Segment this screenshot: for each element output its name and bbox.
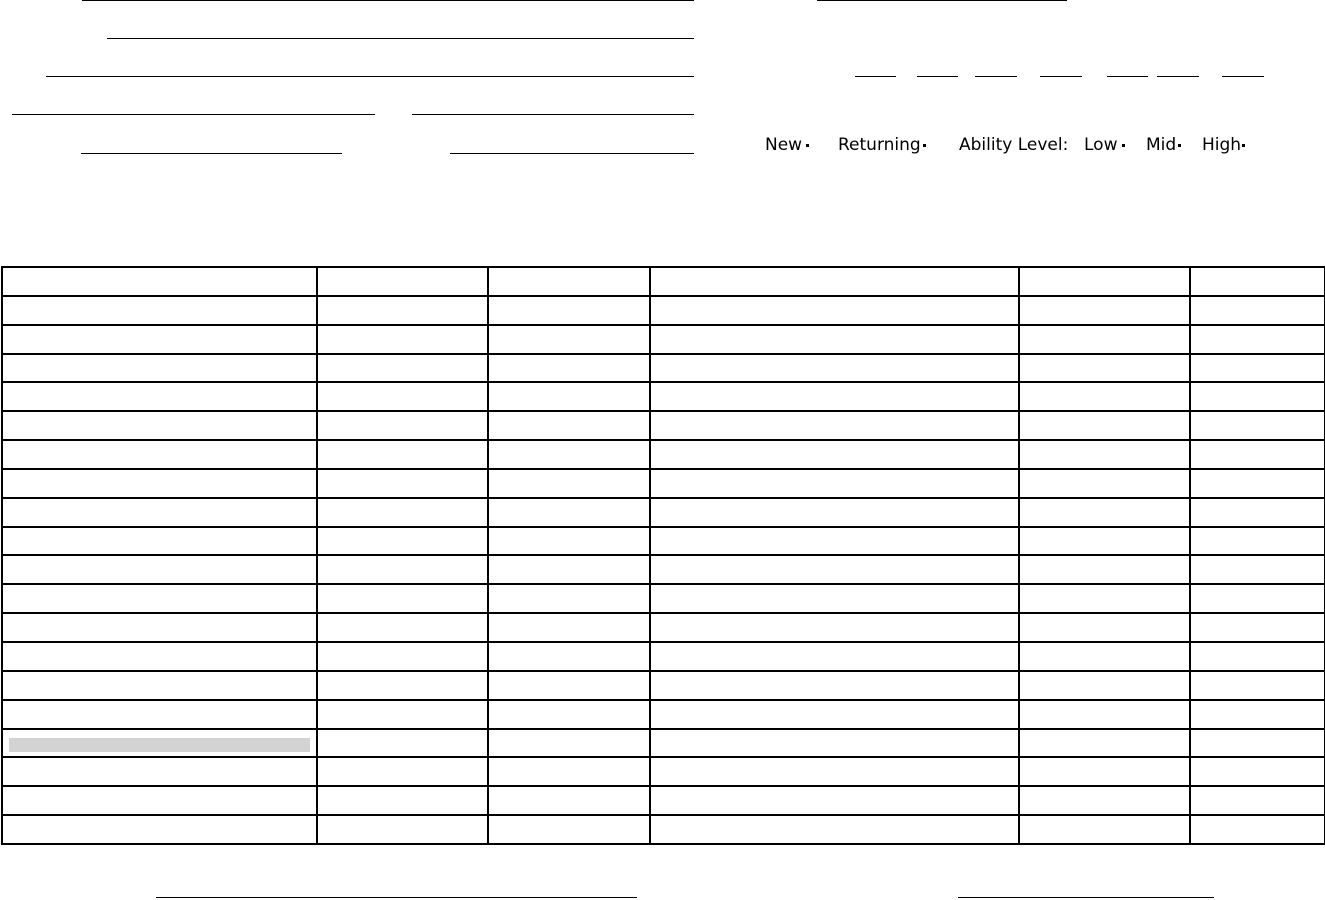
table-row xyxy=(2,469,1325,498)
table-cell[interactable] xyxy=(317,267,488,296)
highlighted-field[interactable] xyxy=(9,738,310,752)
blank-line-4a[interactable] xyxy=(12,114,375,115)
table-cell[interactable] xyxy=(317,584,488,613)
table-cell[interactable] xyxy=(1019,815,1190,844)
table-cell[interactable] xyxy=(2,382,317,411)
table-cell[interactable] xyxy=(1019,729,1190,758)
table-row xyxy=(2,354,1325,383)
table-cell[interactable] xyxy=(1190,325,1325,354)
table-cell[interactable] xyxy=(650,815,1019,844)
table-cell[interactable] xyxy=(650,671,1019,700)
table-cell[interactable] xyxy=(1019,440,1190,469)
table-cell[interactable] xyxy=(650,527,1019,556)
footer-blank-line-left[interactable] xyxy=(156,897,637,898)
new-checkbox[interactable] xyxy=(806,144,809,147)
table-row xyxy=(2,527,1325,556)
table-row xyxy=(2,296,1325,325)
table-cell[interactable] xyxy=(317,786,488,815)
short-blank-1[interactable] xyxy=(855,76,896,77)
table-cell[interactable] xyxy=(488,296,650,325)
table-cell[interactable] xyxy=(1190,757,1325,786)
option-returning[interactable] xyxy=(838,135,921,155)
option-new-label: New xyxy=(765,135,803,155)
table-cell[interactable] xyxy=(1019,642,1190,671)
table-cell[interactable] xyxy=(317,382,488,411)
option-low[interactable] xyxy=(1084,135,1117,155)
table-cell[interactable] xyxy=(317,700,488,729)
table-cell[interactable] xyxy=(317,729,488,758)
entry-table xyxy=(1,266,1325,845)
table-cell[interactable] xyxy=(488,354,650,383)
table-cell[interactable] xyxy=(488,555,650,584)
table-cell[interactable] xyxy=(317,440,488,469)
table-cell[interactable] xyxy=(1190,671,1325,700)
blank-line-3[interactable] xyxy=(46,76,694,77)
table-cell[interactable] xyxy=(2,498,317,527)
blank-line-5a[interactable] xyxy=(81,153,342,154)
table-cell[interactable] xyxy=(650,498,1019,527)
table-cell[interactable] xyxy=(650,267,1019,296)
table-cell[interactable] xyxy=(1019,527,1190,556)
table-cell[interactable] xyxy=(1190,555,1325,584)
table-cell[interactable] xyxy=(650,354,1019,383)
table-cell[interactable] xyxy=(1190,469,1325,498)
short-blank-3[interactable] xyxy=(975,76,1017,77)
short-blank-4[interactable] xyxy=(1040,76,1082,77)
table-cell[interactable] xyxy=(488,267,650,296)
table-cell[interactable] xyxy=(650,555,1019,584)
table-cell[interactable] xyxy=(1019,382,1190,411)
table-row xyxy=(2,584,1325,613)
table-cell[interactable] xyxy=(488,382,650,411)
table-cell[interactable] xyxy=(2,729,317,758)
table-cell[interactable] xyxy=(1019,469,1190,498)
table-cell[interactable] xyxy=(2,757,317,786)
table-cell[interactable] xyxy=(2,325,317,354)
table-cell[interactable] xyxy=(488,584,650,613)
table-cell[interactable] xyxy=(650,411,1019,440)
table-cell[interactable] xyxy=(2,584,317,613)
blank-line-right-top[interactable] xyxy=(817,0,1067,1)
mid-checkbox[interactable] xyxy=(1178,144,1181,147)
table-cell[interactable] xyxy=(650,440,1019,469)
table-cell[interactable] xyxy=(1190,729,1325,758)
table-cell[interactable] xyxy=(317,498,488,527)
table-cell[interactable] xyxy=(317,815,488,844)
table-cell[interactable] xyxy=(488,613,650,642)
table-cell[interactable] xyxy=(488,700,650,729)
entry-table-body xyxy=(2,267,1325,844)
table-cell[interactable] xyxy=(1190,296,1325,325)
table-cell[interactable] xyxy=(488,815,650,844)
table-cell[interactable] xyxy=(2,267,317,296)
table-row xyxy=(2,671,1325,700)
blank-line-1[interactable] xyxy=(82,0,694,1)
table-cell[interactable] xyxy=(2,613,317,642)
table-cell[interactable] xyxy=(488,642,650,671)
table-row xyxy=(2,325,1325,354)
table-cell[interactable] xyxy=(650,786,1019,815)
table-cell[interactable] xyxy=(2,700,317,729)
option-low-label: Low xyxy=(1084,135,1118,155)
table-cell[interactable] xyxy=(1019,296,1190,325)
option-high[interactable] xyxy=(1202,135,1241,155)
table-cell[interactable] xyxy=(2,440,317,469)
table-cell[interactable] xyxy=(1190,411,1325,440)
table-cell[interactable] xyxy=(317,411,488,440)
blank-line-2[interactable] xyxy=(107,38,694,39)
table-cell[interactable] xyxy=(650,613,1019,642)
table-row xyxy=(2,382,1325,411)
table-cell[interactable] xyxy=(1019,757,1190,786)
table-cell[interactable] xyxy=(650,584,1019,613)
table-cell[interactable] xyxy=(1190,786,1325,815)
table-cell[interactable] xyxy=(1019,411,1190,440)
table-cell[interactable] xyxy=(650,382,1019,411)
table-cell[interactable] xyxy=(2,555,317,584)
table-row xyxy=(2,729,1325,758)
table-cell[interactable] xyxy=(2,411,317,440)
table-row xyxy=(2,786,1325,815)
low-checkbox[interactable] xyxy=(1122,144,1125,147)
table-cell[interactable] xyxy=(317,469,488,498)
table-cell[interactable] xyxy=(1019,267,1190,296)
table-cell[interactable] xyxy=(650,700,1019,729)
table-cell[interactable] xyxy=(1190,382,1325,411)
table-cell[interactable] xyxy=(317,555,488,584)
table-cell[interactable] xyxy=(2,815,317,844)
table-cell[interactable] xyxy=(488,498,650,527)
table-cell[interactable] xyxy=(1190,440,1325,469)
table-cell[interactable] xyxy=(1019,498,1190,527)
table-cell[interactable] xyxy=(1190,267,1325,296)
table-cell[interactable] xyxy=(488,527,650,556)
table-cell[interactable] xyxy=(1019,584,1190,613)
table-cell[interactable] xyxy=(1019,354,1190,383)
table-cell[interactable] xyxy=(2,469,317,498)
table-row xyxy=(2,642,1325,671)
table-cell[interactable] xyxy=(317,325,488,354)
table-cell[interactable] xyxy=(488,671,650,700)
option-returning-label: Returning xyxy=(838,135,921,155)
table-cell[interactable] xyxy=(1190,700,1325,729)
table-cell[interactable] xyxy=(317,642,488,671)
table-cell[interactable] xyxy=(2,296,317,325)
table-row xyxy=(2,555,1325,584)
table-cell[interactable] xyxy=(650,469,1019,498)
table-cell[interactable] xyxy=(650,729,1019,758)
table-cell[interactable] xyxy=(488,786,650,815)
returning-checkbox[interactable] xyxy=(923,144,926,147)
table-cell[interactable] xyxy=(488,469,650,498)
table-row xyxy=(2,757,1325,786)
table-cell[interactable] xyxy=(650,757,1019,786)
table-cell[interactable] xyxy=(1190,613,1325,642)
table-cell[interactable] xyxy=(1190,354,1325,383)
table-cell[interactable] xyxy=(488,757,650,786)
table-cell[interactable] xyxy=(1019,555,1190,584)
table-cell[interactable] xyxy=(1019,700,1190,729)
table-cell[interactable] xyxy=(317,613,488,642)
table-cell[interactable] xyxy=(650,325,1019,354)
table-row xyxy=(2,267,1325,296)
table-cell[interactable] xyxy=(488,411,650,440)
blank-line-5b[interactable] xyxy=(450,153,694,154)
short-blank-2[interactable] xyxy=(917,76,958,77)
table-cell[interactable] xyxy=(488,325,650,354)
table-cell[interactable] xyxy=(1190,498,1325,527)
short-blank-5[interactable] xyxy=(1107,76,1148,77)
table-row xyxy=(2,411,1325,440)
table-row xyxy=(2,440,1325,469)
short-blank-7[interactable] xyxy=(1222,76,1264,77)
table-cell[interactable] xyxy=(317,296,488,325)
table-cell[interactable] xyxy=(1019,786,1190,815)
table-cell[interactable] xyxy=(2,671,317,700)
table-cell[interactable] xyxy=(1019,671,1190,700)
table-cell[interactable] xyxy=(650,296,1019,325)
table-cell[interactable] xyxy=(317,354,488,383)
high-checkbox[interactable] xyxy=(1242,144,1245,147)
table-cell[interactable] xyxy=(317,527,488,556)
option-high-label: High xyxy=(1202,135,1242,155)
blank-line-4b[interactable] xyxy=(412,114,694,115)
table-row xyxy=(2,815,1325,844)
option-mid[interactable] xyxy=(1146,135,1176,155)
short-blank-6[interactable] xyxy=(1157,76,1199,77)
table-cell[interactable] xyxy=(1019,325,1190,354)
table-cell[interactable] xyxy=(1019,613,1190,642)
footer-blank-line-right[interactable] xyxy=(958,897,1214,898)
table-row xyxy=(2,613,1325,642)
table-cell[interactable] xyxy=(317,671,488,700)
table-cell[interactable] xyxy=(650,642,1019,671)
table-cell[interactable] xyxy=(1190,584,1325,613)
table-cell[interactable] xyxy=(2,786,317,815)
option-new[interactable] xyxy=(765,135,802,155)
table-row xyxy=(2,700,1325,729)
table-cell[interactable] xyxy=(1190,642,1325,671)
table-cell[interactable] xyxy=(2,527,317,556)
table-cell[interactable] xyxy=(2,354,317,383)
table-cell[interactable] xyxy=(1190,527,1325,556)
table-cell[interactable] xyxy=(1190,815,1325,844)
table-cell[interactable] xyxy=(488,440,650,469)
table-row xyxy=(2,498,1325,527)
ability-level-label: Ability Level: xyxy=(959,135,1069,155)
table-cell[interactable] xyxy=(2,642,317,671)
table-cell[interactable] xyxy=(317,757,488,786)
table-cell[interactable] xyxy=(488,729,650,758)
option-mid-label: Mid xyxy=(1146,135,1177,155)
